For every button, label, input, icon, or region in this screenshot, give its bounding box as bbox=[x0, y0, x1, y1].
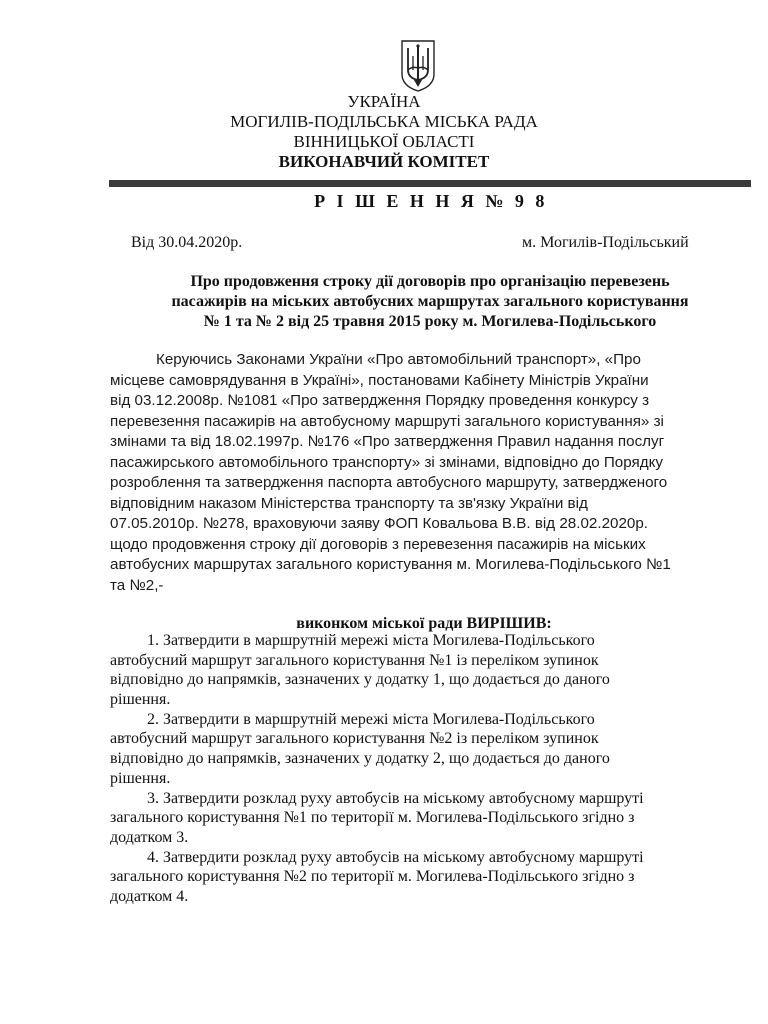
preamble-line: перевезення пасажирів на автобусному маршруті загального користування» зі bbox=[110, 412, 664, 430]
preamble-line: автобусних маршрутах загального користування м. Могилева-Подільського №1 bbox=[110, 556, 671, 573]
preamble-line: 07.05.2010р. №278, враховуючи заяву ФОП Ковальова В.В. від 28.02.2020р. bbox=[110, 515, 649, 532]
resolution-intro: виконком міської ради ВИРІШИВ: bbox=[296, 615, 552, 632]
item-line: 1. Затвердити в маршрутній мережі міста Могилева-Подільського bbox=[147, 632, 595, 649]
resolution-item-2 bbox=[110, 710, 768, 789]
preamble-line: від 03.12.2008р. №1081 «Про затвердження Порядку проведення конкурсу з bbox=[110, 392, 650, 409]
item-line: 3. Затвердити розклад руху автобусів на міському автобусному маршруті bbox=[147, 789, 644, 807]
preamble-line: місцеве самоврядування в Україні», постановами Кабінету Міністрів України bbox=[110, 371, 649, 389]
decision-place: м. Могилів-Подільський bbox=[522, 234, 689, 251]
resolution-item-4 bbox=[110, 848, 768, 907]
item-line: 4. Затвердити розклад руху автобусів на міському автобусному маршруті bbox=[147, 848, 644, 866]
item-line: рішення. bbox=[110, 769, 171, 787]
region-heading: ВІННИЦЬКОЇ ОБЛАСТІ bbox=[293, 132, 475, 151]
item-line: рішення. bbox=[110, 691, 171, 709]
trident-emblem-icon bbox=[400, 38, 436, 92]
preamble-line: та №2,- bbox=[110, 576, 164, 594]
decision-title: Р І Ш Е Н Н Я № 9 8 bbox=[314, 191, 548, 211]
item-line: відповідно до напрямків, зазначених у додатку 2, що додається до даного bbox=[110, 750, 610, 768]
item-line: автобусний маршрут загального користування №2 із переліком зупинок bbox=[110, 730, 599, 748]
item-line: загального користування №1 по території м. Могилева-Подільського згідно з bbox=[110, 809, 635, 827]
item-line: додатком 4. bbox=[110, 887, 189, 905]
preamble-line: щодо продовження строку дії договорів з перевезення пасажирів на міських bbox=[110, 535, 646, 553]
preamble-paragraph bbox=[110, 350, 768, 596]
item-line: автобусний маршрут загального користування №1 із переліком зупинок bbox=[110, 651, 599, 669]
preamble-line: розроблення та затвердження паспорта автобусного маршруту, затвердженого bbox=[110, 474, 668, 491]
item-line: 2. Затвердити в маршрутній мережі міста Могилева-Подільського bbox=[147, 710, 595, 728]
decision-date: Від 30.04.2020р. bbox=[131, 234, 243, 251]
country-heading: УКРАЇНА bbox=[347, 92, 421, 111]
preamble-line: пасажирського автомобільного транспорту» зі змінами, відповідно до Порядку bbox=[110, 453, 663, 471]
item-line: додатком 3. bbox=[110, 828, 189, 846]
preamble-line: змінами та від 18.02.1997р. №176 «Про затвердження Правил надання послуг bbox=[110, 433, 665, 450]
preamble-line: відповідним наказом Міністерства транспорту та зв'язку України від bbox=[110, 494, 588, 512]
resolution-item-3 bbox=[110, 789, 768, 848]
item-line: відповідно до напрямків, зазначених у додатку 1, що додається до даного bbox=[110, 671, 610, 689]
resolution-items bbox=[110, 631, 768, 907]
committee-heading: ВИКОНАВЧИЙ КОМІТЕТ bbox=[278, 152, 490, 171]
decision-subject bbox=[100, 272, 760, 332]
subject-line: Про продовження строку дії договорів про організацію перевезень bbox=[190, 273, 670, 290]
subject-line: № 1 та № 2 від 25 травня 2015 року м. Могилева-Подільського bbox=[203, 313, 657, 330]
item-line: загального користування №2 по території м. Могилева-Подільського згідно з bbox=[110, 868, 635, 886]
subject-line: пасажирів на міських автобусних маршрутах загального користування bbox=[171, 293, 689, 310]
resolution-item-1 bbox=[110, 631, 768, 710]
header-divider bbox=[109, 180, 751, 187]
council-heading: МОГИЛІВ-ПОДІЛЬСЬКА МІСЬКА РАДА bbox=[230, 112, 538, 131]
preamble-line: Керуючись Законами України «Про автомобільний транспорт», «Про bbox=[156, 351, 641, 368]
